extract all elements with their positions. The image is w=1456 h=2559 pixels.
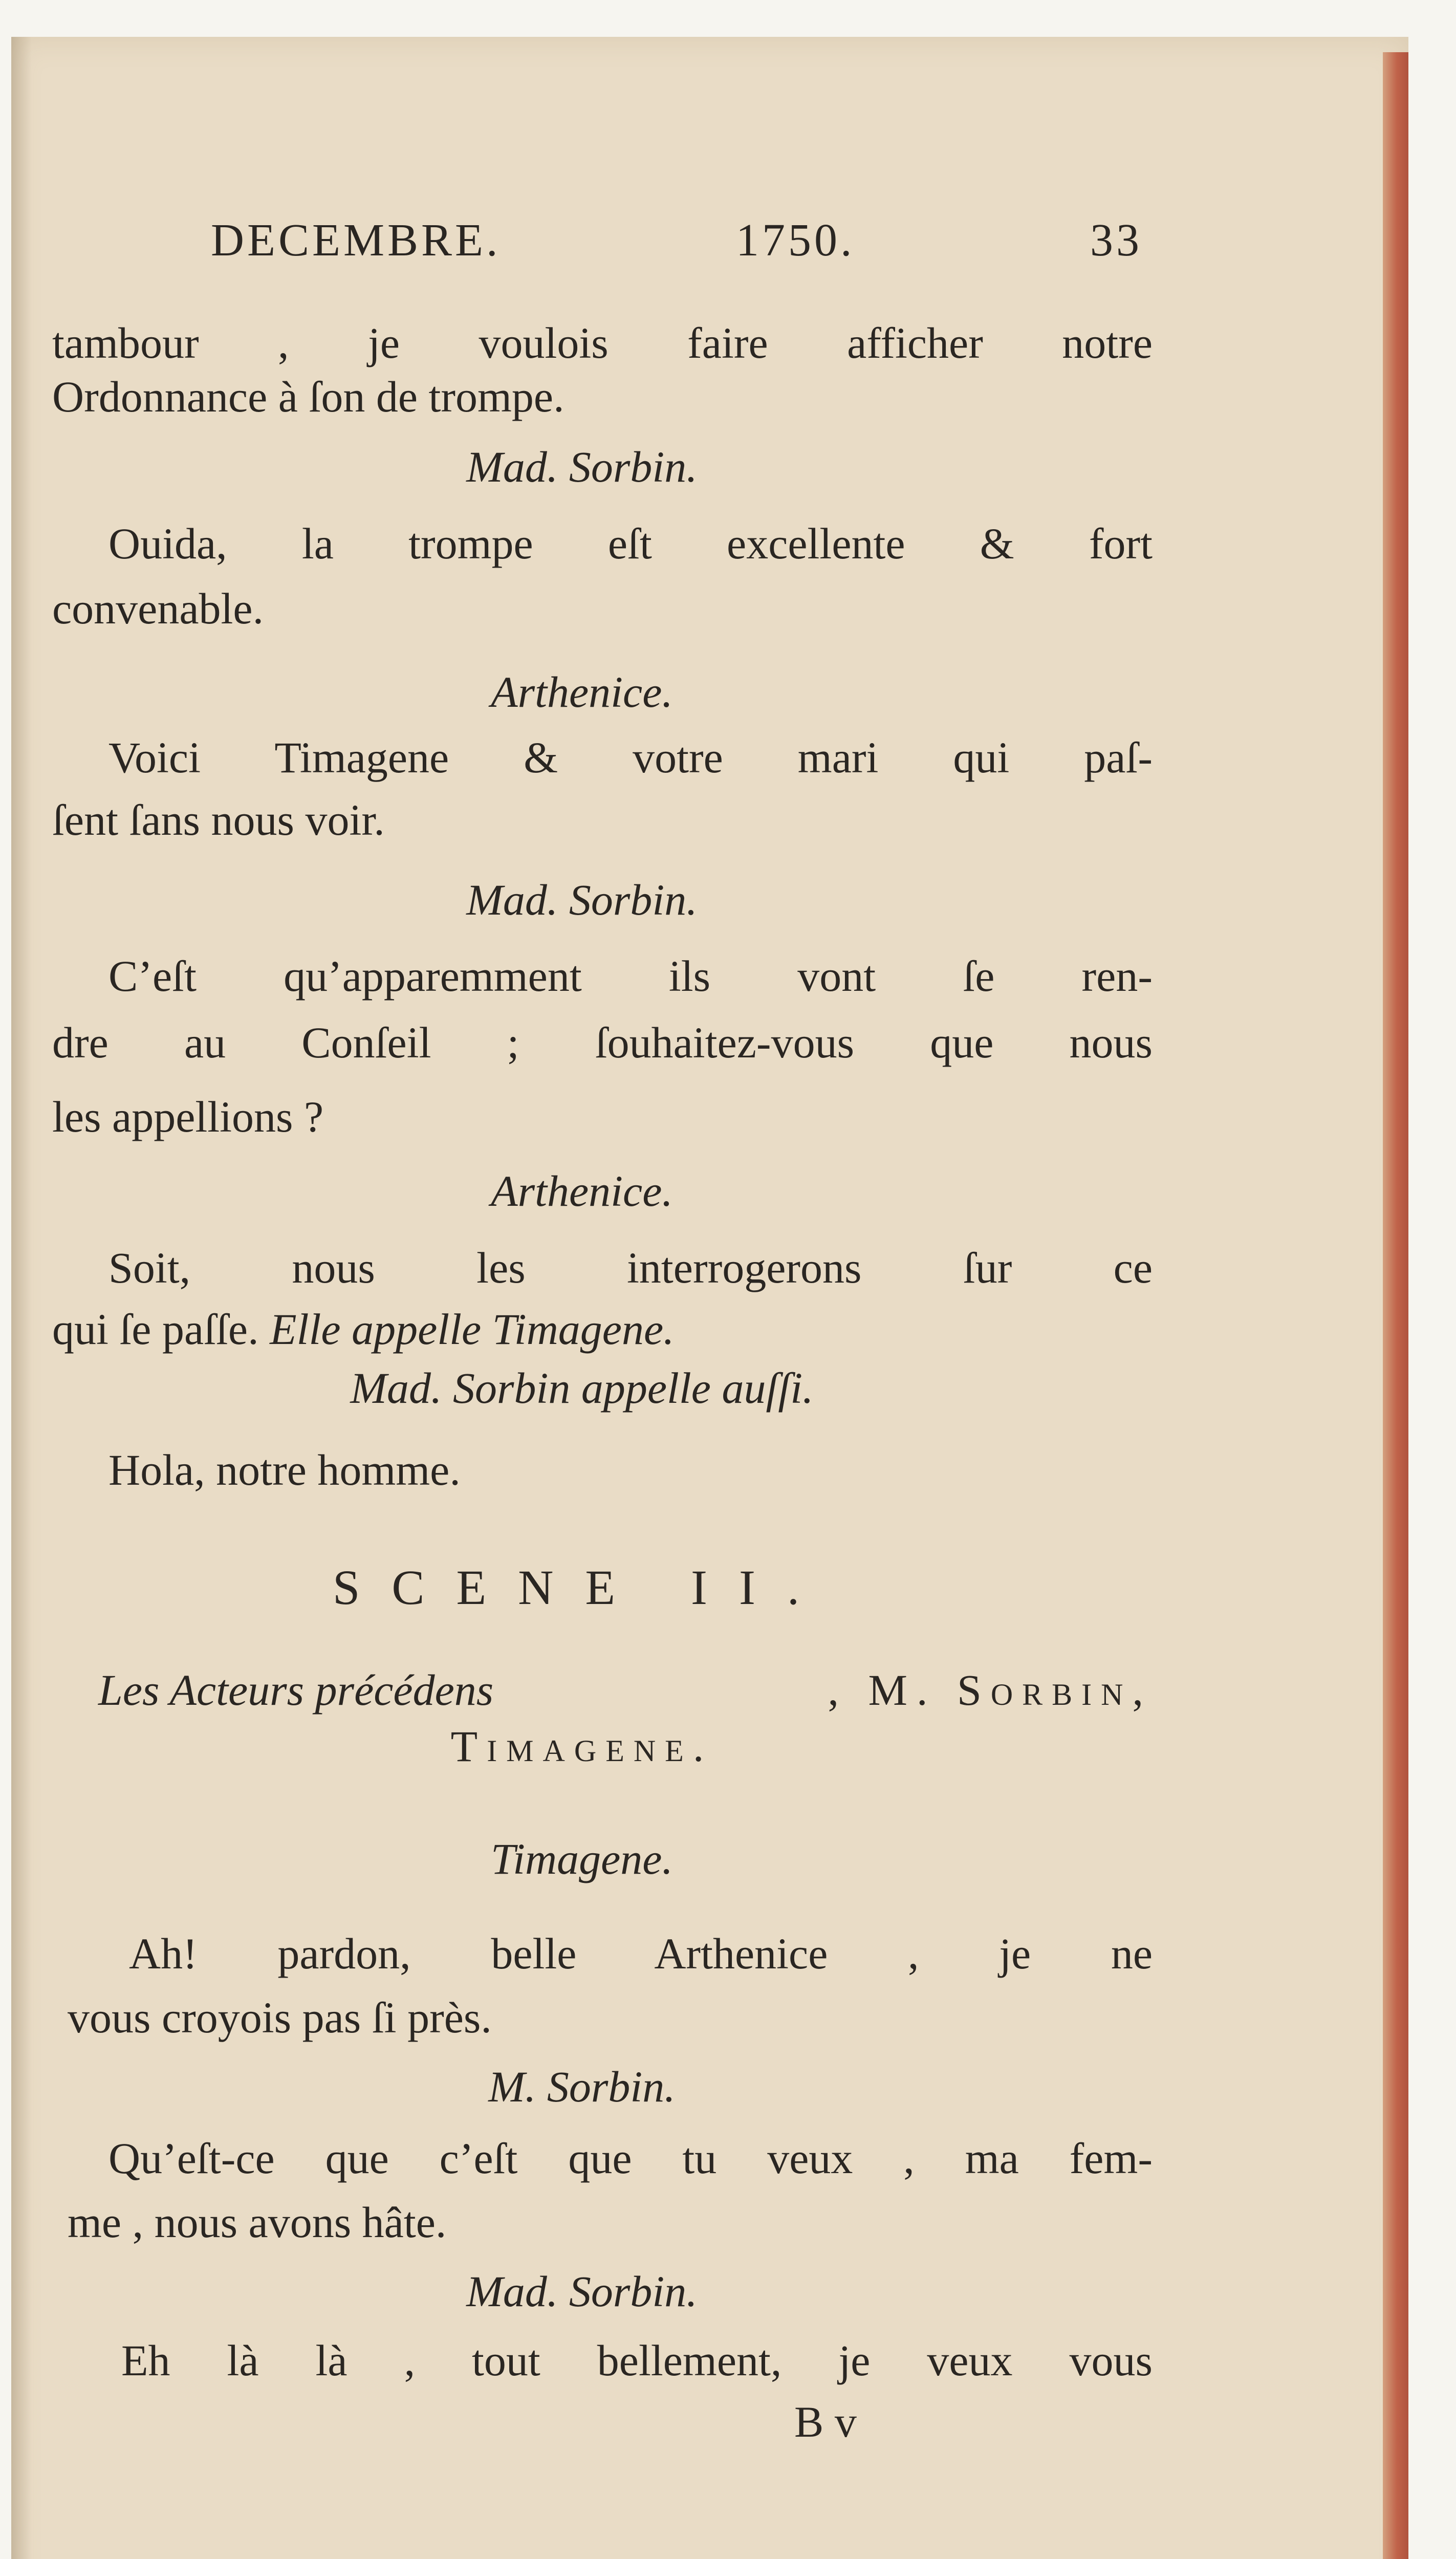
text-line: me , nous avons hâte. [68,2198,447,2247]
text-line: Eh là là , tout bellement, je veux vous [121,2336,1153,2385]
signature-mark: B v [794,2397,857,2446]
text-line: Ouida, la trompe eſt excellente & fort [108,519,1153,568]
text-line-with-stage-direction [52,1304,675,1355]
text-line: dre au Conſeil ; ſouhaitez-vous que nous [52,1018,1153,1067]
text-line: Qu’eſt-ce que c’eſt que tu veux , ma fem- [108,2134,1153,2183]
text-fragment: qui ſe paſſe. [52,1305,259,1354]
stage-direction: Elle appelle Timagene. [270,1305,675,1354]
text-line: Ah! pardon, belle Arthenice , je ne [129,1929,1153,1978]
speaker-name: Arthenice. [491,1166,673,1216]
text-line: Voici Timagene & votre mari qui paſ- [108,733,1153,782]
page-text [11,37,1408,2559]
speaker-name: Arthenice. [491,667,673,717]
text-line: vous croyois pas ſi près. [68,1993,492,2042]
text-line: C’eſt qu’apparemment ils vont ſe ren- [108,951,1153,1001]
text-line: les appellions ? [52,1092,324,1141]
header-page-number: 33 [1090,215,1142,266]
running-header [211,215,1142,266]
speaker-name: Mad. Sorbin. [466,442,698,491]
header-year: 1750. [736,215,855,266]
actors-line [98,1664,1153,1716]
scene-heading: SCENE II. [333,1560,831,1615]
text-line: Ordonnance à ſon de trompe. [52,372,564,421]
actors-names: , M. Sorbin, [828,1665,1153,1715]
text-line: ſent ſans nous voir. [52,795,385,844]
header-title: DECEMBRE. [211,215,501,266]
text-line: Soit, nous les interrogerons ſur ce [108,1243,1153,1292]
speaker-name: Timagene. [491,1834,673,1883]
text-line: Hola, notre homme. [108,1445,461,1494]
speaker-name: Mad. Sorbin. [466,2267,698,2316]
actors-text: Les Acteurs précédens [98,1665,494,1715]
speaker-name: Mad. Sorbin. [466,875,698,924]
text-line: tambour , je voulois faire afficher notre [52,318,1153,367]
speaker-name: M. Sorbin. [488,2062,676,2111]
actors-line-2: Timagene. [450,1722,713,1771]
stage-direction: Mad. Sorbin appelle auſſi. [350,1363,814,1413]
text-line: convenable. [52,584,264,633]
book-page [11,37,1408,2559]
